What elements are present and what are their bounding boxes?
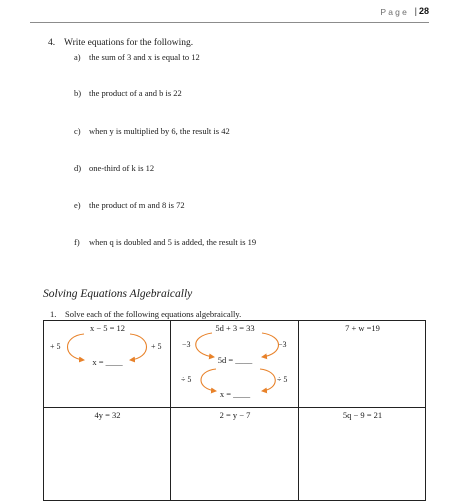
item-text-f: when q is doubled and 5 is added, the result is 19 — [89, 237, 257, 247]
equation-text: x − 5 = 12 — [89, 323, 126, 333]
equation-text: 5q − 9 = 21 — [342, 410, 383, 420]
item-letter-c: c) — [74, 126, 81, 136]
grid-cell-r1c2 — [171, 321, 299, 408]
question-prompt: Write equations for the following. — [64, 38, 194, 48]
grid-cell-r1c1 — [44, 321, 171, 408]
equation-text: 4y = 32 — [94, 410, 121, 420]
grid-cell-r2c2 — [171, 408, 299, 501]
equation-text: 2 = y − 7 — [219, 410, 251, 420]
task-number: 1. — [50, 309, 57, 319]
page-separator: | — [414, 6, 417, 16]
operation-label: −3 — [182, 340, 191, 349]
item-letter-a: a) — [74, 52, 81, 62]
header-rule — [30, 22, 429, 23]
equation-text: 7 + w =19 — [345, 323, 380, 333]
item-text-b: the product of a and b is 22 — [89, 88, 182, 98]
intermediate-blank: 5d = ____ — [217, 355, 253, 365]
item-text-a: the sum of 3 and x is equal to 12 — [89, 52, 200, 62]
operation-label: ÷ 5 — [181, 375, 192, 384]
operation-label: + 5 — [50, 342, 61, 351]
answer-blank: x = ____ — [92, 357, 123, 367]
operation-label: ÷ 5 — [277, 375, 288, 384]
grid-cell-r2c3 — [299, 408, 426, 501]
task-text: Solve each of the following equations algebraically. — [65, 309, 242, 319]
equation-text: 5d + 3 = 33 — [215, 323, 255, 333]
item-letter-b: b) — [74, 88, 82, 98]
operation-label: −3 — [278, 340, 287, 349]
answer-blank: x = ____ — [219, 389, 251, 399]
item-text-d: one-third of k is 12 — [89, 163, 155, 173]
question-number: 4. — [48, 38, 56, 48]
grid-cell-r2c1 — [44, 408, 171, 501]
item-letter-f: f) — [74, 237, 80, 247]
grid-cell-r1c3 — [299, 321, 426, 408]
operation-label: + 5 — [151, 342, 162, 351]
equation-grid — [43, 320, 426, 501]
item-letter-d: d) — [74, 163, 82, 173]
item-letter-e: e) — [74, 200, 81, 210]
item-text-e: the product of m and 8 is 72 — [89, 200, 185, 210]
section-title: Solving Equations Algebraically — [43, 288, 193, 300]
page-label: Page — [380, 7, 409, 17]
page-number: 28 — [418, 6, 429, 16]
item-text-c: when y is multiplied by 6, the result is 42 — [89, 126, 230, 136]
page-header — [0, 0, 455, 24]
